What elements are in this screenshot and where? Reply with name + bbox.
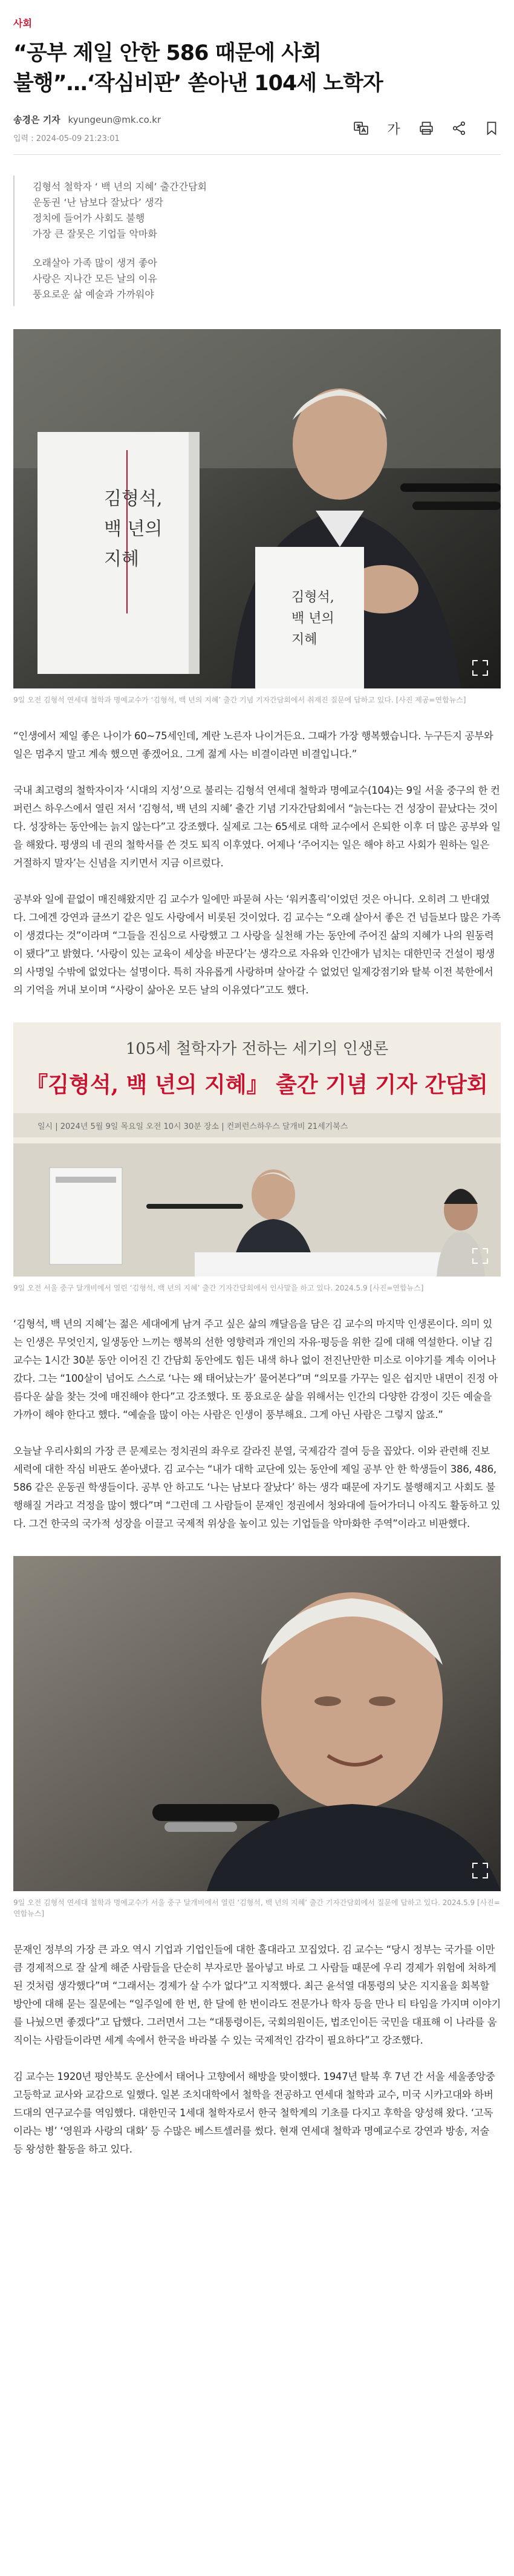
headline (13, 38, 501, 99)
summary-group-2 (33, 255, 501, 302)
book-cover-left (37, 432, 200, 674)
article-figure-1 (13, 329, 501, 705)
share-icon (451, 120, 467, 136)
section-label[interactable]: 사회 (13, 18, 32, 29)
photo-image (13, 1022, 501, 1277)
expand-icon[interactable] (470, 658, 490, 678)
book-title-c: 지혜 (291, 632, 317, 647)
summary-line: 가장 큰 잘못은 기업들 악마화 (33, 228, 157, 240)
summary-group-1 (33, 179, 501, 242)
photo-professor-portrait[interactable] (13, 1556, 501, 1891)
reporter-email[interactable]: kyungeun@mk.co.kr (68, 114, 161, 125)
article-paragraph: 국내 최고령의 철학자이자 ‘시대의 지성’으로 불리는 김형석 연세대 철학과 명예교수(104)는 9일 서울 중구의 한 컨퍼런스 하우스에서 열린 저서 ‘김형석, 백 년의 지혜’ 출간 기념 기자간담회에서 “늙는다는 건 성장이 끝났다는 것이다. 성장하는 동안에는 늙지 않는다”고 강조했다. 실제로 그는 65세로 대학 교수에서 은퇴한 이후 더 많은 공부와 일을 해왔다. 평생의 네 권의 철학서를 쓴 것도 퇴직 이후였다. 어제나 ‘주어지는 일은 해야 하고 사회가 원하는 일은 거절하지 말자’는 신념을 지키면서 지금 이르렀다. (13, 785, 501, 869)
photo-image (13, 1556, 501, 1891)
article-paragraph: 문재인 정부의 가장 큰 과오 역시 기업과 기업인들에 대한 홀대라고 꼬집었다. 김 교수는 “당시 정부는 국가를 이만큼 경제적으로 잘 살게 해준 사람들을 단순히 부자로만 몰아넣고 바로 그 사람들 때문에 우리 경제가 위험에 처하게 된 것처럼 생각했다”며 “그래서는 경제가 살 수가 없다”고 지적했다. 최근 윤석열 대통령의 낮은 지지율을 회복할 방안에 대해 묻는 질문에는 “일주일에 한 번, 한 달에 한 번이라도 전문가나 학자 등을 만나 티 타임을 가지며 이야기를 나눴으면 좋겠다”고 답했다. 그러면서 그는 “대통령이든, 국회의원이든, 법조인이든 국민을 대표해 이 나라를 움직이는 사람들이라면 세계 속에서 한국을 바라볼 수 있는 국제적인 감각이 필요하다”고 강조했다. (13, 1944, 501, 2046)
publish-date: 입력 : 2024-05-09 21:23:01 (13, 134, 120, 143)
photo-professor-with-books[interactable] (13, 329, 501, 688)
banner-subtitle: 105세 철학자가 전하는 세기의 인생론 (125, 1040, 389, 1058)
summary-line: 김형석 철학자 ‘ 백 년의 지혜’ 출간간담회 (33, 181, 207, 192)
translate-icon (353, 120, 369, 136)
bookmark-button[interactable] (483, 119, 501, 137)
article-paragraph: 김 교수는 1920년 평안북도 운산에서 태어나 고향에서 해방을 맞이했다. 1947년 탈북 후 7년 간 서울 세울종앙중고등학교 교사와 교감으로 일했다. 일본 조치대학에서 철학을 전공하고 연세대 철학과 교수, 미국 시카고대와 하버드대의 연구교수를 역임했다. 대한민국 1세대 철학자로서 한국 철학계의 기초를 다지고 후학을 양성해 왔다. ‘고독이라는 병’ ‘영원과 사랑의 대화’ 등 수많은 베스트셀러를 썼다. 현재 연세대 철학과 명예교수로 강연과 방송, 저술 등 왕성한 활동을 하고 있다. (13, 2071, 495, 2155)
font-size-icon: 가 (387, 122, 400, 137)
summary-line: 정치에 들어가 사회도 불행 (33, 212, 145, 224)
font-size-button[interactable] (385, 119, 403, 137)
banner-title: 『김형석, 백 년의 지혜』 출간 기념 기자 간담회 (26, 1072, 488, 1097)
photo-image (13, 329, 501, 688)
book-cover-right (255, 547, 364, 688)
summary-line: 오래살아 가족 많이 생겨 좋아 (33, 257, 157, 269)
book-title-a: 김형석, (291, 590, 334, 605)
expand-icon[interactable] (470, 1246, 490, 1266)
byline-block (13, 113, 161, 143)
translate-button[interactable] (352, 119, 370, 137)
header-divider (13, 154, 501, 155)
print-button[interactable] (417, 119, 435, 137)
headline-line-1: “공부 제일 안한 586 때문에 사회 (13, 41, 321, 65)
book-title-b: 백 년의 (291, 611, 334, 626)
print-icon (418, 120, 434, 136)
article-paragraph: “인생에서 제일 좋은 나이가 60~75세인데, 계란 노른자 나이거든요. 그때가 가장 행복했습니다. 누구든지 공부와 일은 멈추지 말고 계속 했으면 좋겠어요. 그게 젊게 사는 비결이라면 비결입니다.” (13, 730, 493, 760)
bookmark-icon (484, 120, 499, 136)
photo-caption: 9일 오전 김형석 연세대 철학과 명예교수가 서울 중구 달개비에서 열린 ‘김형석, 백 년의 지혜’ 출간 기자간담회에서 질문에 답하고 있다. 2024.5.9 [사진=연합뉴스] (13, 1898, 500, 1918)
headline-line-2: 불행”…‘작심비판’ 쏟아낸 104세 노학자 (13, 71, 383, 96)
article-meta (13, 113, 501, 143)
book-title-c: 지혜 (104, 549, 139, 570)
article-paragraph: ‘김형석, 백 년의 지혜’는 젊은 세대에게 남겨 주고 싶은 삶의 깨달음을 담은 김 교수의 마지막 인생론이다. 의미 있는 인생은 무엇인지, 일생동안 느끼는 행복의 선한 영향력과 개인의 자유·평등을 위한 길에 대해 역설한다. 이날 김 교수는 1시간 30분 동안 이어진 긴 간담회 동안에도 힘든 내색 하나 없이 전진난만한 미소로 이야기를 계속 이어나갔다. 그는 “100살이 넘어도 스스로 ‘나는 왜 태어났는가’ 물어본다”며 “의모를 가꾸는 일은 쉽지만 내면이 진정 아름다운 삶을 찾는 것에 매진해야 한다”고 강조했다. 또 풍요로운 삶을 위해서는 인간의 다양한 감정이 깃든 예술을 가까이 해야 한다고 했다. “예술을 많이 아는 사람은 인생이 풍부해요. 그게 아닌 사람은 그렇지 않죠.” (13, 1318, 498, 1420)
article-paragraph: 공부와 일에 끝없이 매진해왔지만 김 교수가 일에만 파묻혀 사는 ‘워커홀릭’이었던 것은 아니다. 오히려 그 반대였다. 그에겐 강연과 글쓰기 같은 일도 사랑에서 비롯된 것이었다. 김 교수는 “오래 살아서 좋은 건 넘들보다 많은 가족이 생겼다는 것”이라며 “그들을 진심으로 사랑했고 그 사랑을 실천해 가는 동안에 주어진 삶의 지혜가 나의 원동력이 됐다”고 밝혔다. ‘사랑이 있는 교육이 세상을 바꾼다’는 생각으로 자유와 인간애가 넘치는 대한민국 건설이 평생의 사명일 수밖에 없었다는 설명이다. 특히 자유롭게 사랑하며 살아갈 수 없었던 일제강점기와 탈북 이전 북한에서의 기억을 꺼내 보이며 “사랑이 삶아온 모든 날의 이유였다”고도 했다. (13, 894, 501, 996)
article-figure-3 (13, 1556, 501, 1919)
book-title-a: 김형석, (104, 488, 163, 509)
photo-press-conference[interactable] (13, 1022, 501, 1277)
share-button[interactable] (450, 119, 468, 137)
summary-line: 풍요로운 삶 예술과 가까워야 (33, 289, 154, 300)
photo-caption: 9일 오전 김형석 연세대 철학과 명예교수가 ‘김형석, 백 년의 지혜’ 출간 기념 기자간담회에서 취재진 질문에 답하고 있다. [사진 제공=연합뉴스] (13, 696, 466, 704)
summary-line: 사랑은 지나간 모든 날의 이유 (33, 273, 157, 284)
photo-caption: 9일 오전 서울 중구 달개비에서 열린 ‘김형석, 백 년의 지혜’ 출간 기자간담회에서 인사말을 하고 있다. 2024.5.9 [사진=연합뉴스] (13, 1284, 424, 1292)
article-paragraph: 오늘날 우리사회의 가장 큰 문제로는 정치권의 좌우로 갈라진 분열, 국제감각 결여 등을 꼽았다. 이와 관련해 진보 세력에 대한 작심 비판도 쏟아냈다. 김 교수는 “내가 대학 교단에 있는 동안에 제일 공부 안 한 학생들이 386, 486, 586 같은 운동권 학생들이다. 공부 안 하고도 ‘나는 남보다 잘났다’ 하는 생각 때문에 자기도 불행해지고 사회도 불행해질 거라고 걱정을 많이 했다”며 “그런데 그 사람들이 문재인 정권에서 청와대에 들어가더니 아직도 활동하고 있다. 그건 한국의 국가적 성장을 이끌고 국제적 위상을 높이고 있는 기업들을 악마화한 주역”이라고 비판했다. (13, 1445, 501, 1529)
banner-info: 일시 | 2024년 5월 9일 목요일 오전 10시 30분 장소 | 컨퍼런스하우스 달개비 21세기북스 (37, 1122, 348, 1131)
byline (13, 113, 161, 126)
article-tools (352, 113, 501, 137)
reporter-name[interactable]: 송경은 기자 (13, 114, 60, 125)
summary-line: 운동권 ‘난 남보다 잘났다’ 생각 (33, 197, 163, 208)
expand-icon[interactable] (470, 1861, 490, 1880)
article-figure-2 (13, 1022, 501, 1293)
book-title-b: 백 년의 (104, 518, 163, 540)
article-summary (13, 175, 501, 306)
